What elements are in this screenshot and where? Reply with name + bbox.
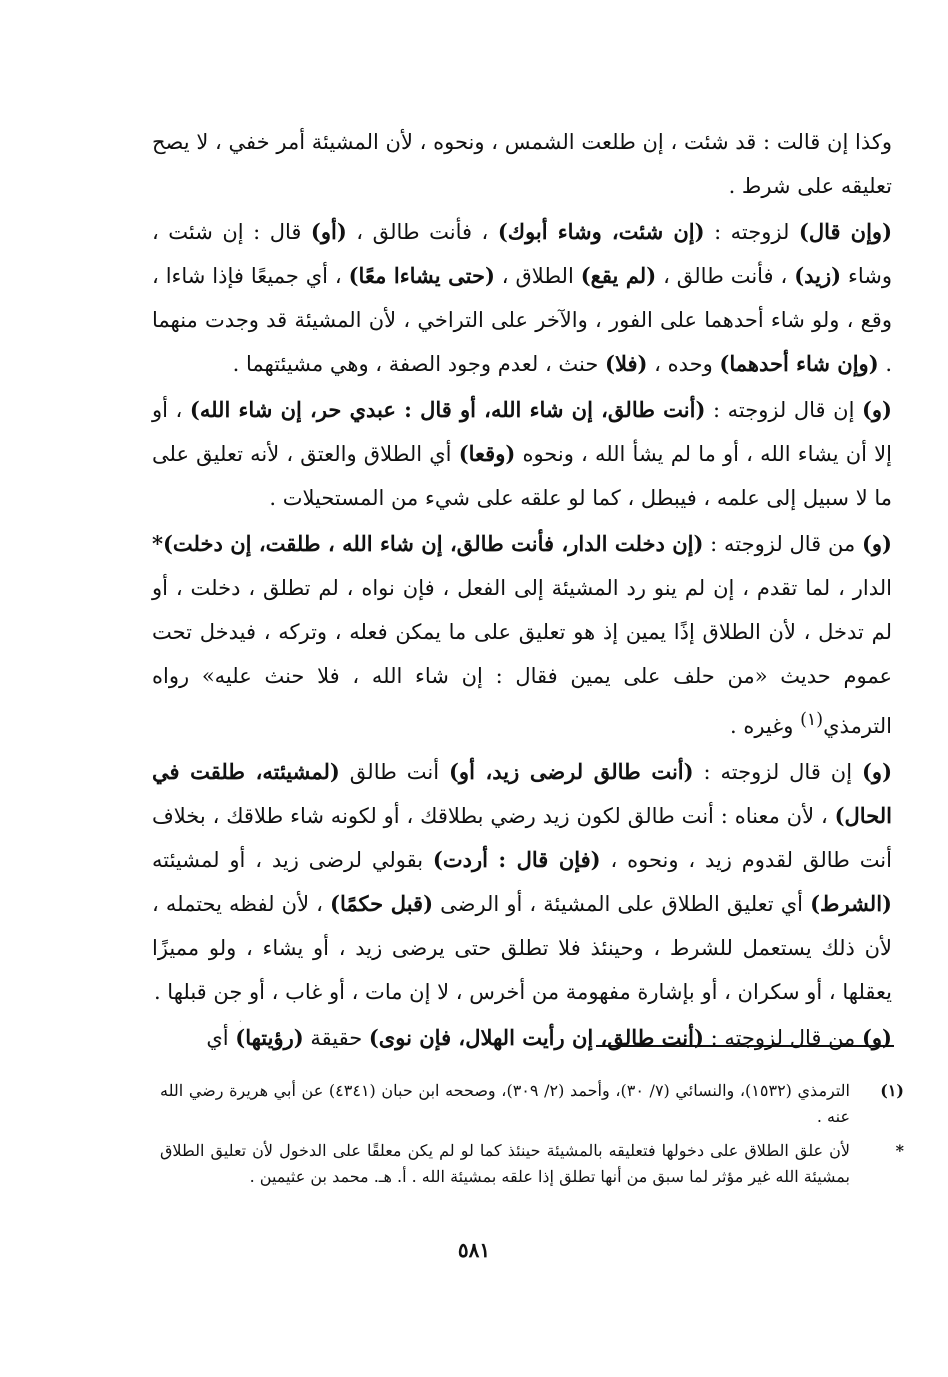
- text-run: بقولي لرضى زيد ، أو لمشيئته: [152, 848, 433, 872]
- bold-text-run: (فلا): [605, 351, 648, 376]
- paragraph: [152, 522, 892, 748]
- footnote-marker: (١): [880, 1081, 904, 1100]
- text-run: وغيره .: [729, 714, 801, 738]
- footnote-asterisk: [160, 1138, 904, 1190]
- bold-text-run: (أو): [310, 219, 347, 244]
- text-run: من قال لزوجته :: [703, 1026, 862, 1050]
- footnote-reference: (١): [800, 710, 824, 730]
- bold-text-run: (قبل حكمًا): [330, 891, 434, 916]
- footnote-marker: *: [895, 1141, 904, 1160]
- bold-text-run: (إن شئت، وشاء أبوك): [497, 219, 705, 244]
- footnote-1: [160, 1078, 904, 1130]
- text-run: ، أي جميعًا فإذا شاءا ، وقع ، ولو شاء أحدهما على الفور ، والآخر على التراخي ، لأن المشيئة قد وجدت منهما .: [152, 264, 892, 376]
- paragraph: [152, 120, 892, 208]
- bold-text-run: (لم يقع): [580, 263, 657, 288]
- text-run: أي الطلاق والعتق ، لأنه تعليق على ما لا سبيل إلى علمه ، فيبطل ، كما لو علقه على شيء من المستحيلات .: [152, 442, 892, 510]
- bold-text-run: (أنت طالق، إن رأيت الهلال، فإن نوى): [368, 1025, 704, 1050]
- text-run: قال : إن شئت ، وشاء: [152, 220, 893, 288]
- bold-text-run: (و): [861, 1025, 892, 1050]
- bold-text-run: (فإن قال : أردت): [432, 847, 601, 872]
- bold-text-run: (زيد): [794, 263, 842, 288]
- bold-text-run: (رؤيتها): [235, 1025, 304, 1050]
- text-run: إن قال لزوجته :: [705, 398, 862, 422]
- bold-text-run: (و): [861, 531, 892, 556]
- paragraph: [152, 388, 892, 520]
- bold-text-run: (أنت طالق لرضى زيد، أو): [449, 759, 694, 784]
- bold-text-run: (أنت طالق، إن شاء الله، أو قال : عبدي حر، إن شاء الله): [189, 397, 706, 422]
- text-run: أنت طالق: [339, 760, 449, 784]
- text-run: من قال لزوجته :: [703, 532, 862, 556]
- bold-text-run: (لمشيئته، طلقت في الحال): [152, 759, 892, 828]
- text-run: الطلاق ،: [494, 264, 581, 288]
- paragraph: [152, 210, 892, 386]
- page-number: ٥٨١: [457, 1238, 491, 1262]
- text-run: حقيقة: [303, 1026, 369, 1050]
- text-run: ، أو إلا أن يشاء الله ، أو ما لم يشأ الله ، ونحوه: [152, 398, 892, 466]
- text-run: ، لأن معناه : أنت طالق لكون زيد رضي بطلاقك ، أو لكونه شاء طلاقك ، بخلاف أنت طالق لقدوم زيد ، ونحوه ،: [152, 804, 892, 872]
- text-run: أي: [206, 1026, 236, 1050]
- paragraph: [152, 750, 892, 1014]
- bold-text-run: (و): [861, 397, 892, 422]
- page-body: [152, 120, 892, 1062]
- footnote-divider: [596, 1045, 894, 1047]
- footnote-text: لأن علق الطلاق على دخولها فتعليقه بالمشيئة حينئذ كما لو لم يكن معلقًا على الدخول لأن تعليق الطلاق بمشيئة الله غير مؤثر لما سبق من أنها تطلق إذا علقه بمشيئة الله . أ. هـ. محمد بن عثيمين .: [160, 1141, 850, 1186]
- text-run: لزوجته :: [704, 220, 799, 244]
- text-run: وكذا إن قالت : قد شئت ، إن طلعت الشمس ، ونحوه ، لأن المشيئة أمر خفي ، لا يصح تعليقه على شرط .: [152, 130, 892, 198]
- text-run: ، لأن لفظه يحتمله ، لأن ذلك يستعمل للشرط ، وحينئذ فلا تطلق حتى يرضى زيد ، أو يشاء ، ولو مميزًا يعقلها ، أو سكران ، أو بإشارة مفهومة من أخرس ، لا إن مات ، أو غاب ، أو جن قبلها .: [152, 892, 892, 1004]
- bold-text-run: (حتى يشاءا معًا): [348, 263, 495, 288]
- bold-text-run: (إن دخلت الدار، فأنت طالق، إن شاء الله ، طلقت، إن دخلت)*: [152, 531, 704, 556]
- bold-text-run: (وإن شاء أحدهما): [719, 351, 879, 376]
- text-run: إن قال لزوجته :: [693, 760, 862, 784]
- bold-text-run: (وقعا): [458, 441, 516, 466]
- text-run: ، فأنت طالق ،: [656, 264, 795, 288]
- footnote-text: الترمذي (١٥٣٢)، والنسائي (٧/ ٣٠)، وأحمد (٢/ ٣٠٩)، وصححه ابن حبان (٤٣٤١) عن أبي هريرة رضي الله عنه .: [160, 1081, 851, 1126]
- paragraph: [152, 1016, 892, 1060]
- text-run: حنث ، لعدم وجود الصفة ، وهي مشيئتهما .: [232, 352, 606, 376]
- text-run: أي تعليق الطلاق على المشيئة ، أو الرضى: [433, 892, 811, 916]
- scan-speck: ·: [238, 1017, 242, 1028]
- text-run: الدار ، لما تقدم ، إن لم ينو رد المشيئة إلى الفعل ، فإن نواه ، لم تطلق ، دخلت ، أو لم تدخل ، لأن الطلاق إذًا يمين إذ هو تعليق على ما يمكن فعله ، وتركه ، فيدخل تحت عموم حديث «من حلف على يمين فقال : إن شاء الله ، فلا حنث عليه» رواه الترمذي: [152, 576, 892, 738]
- text-run: وحده ،: [647, 352, 720, 376]
- bold-text-run: (الشرط): [810, 891, 892, 916]
- text-run: ، فأنت طالق ،: [346, 220, 498, 244]
- bold-text-run: (وإن قال): [798, 219, 893, 244]
- footnotes: [160, 1078, 904, 1198]
- bold-text-run: (و): [862, 759, 893, 784]
